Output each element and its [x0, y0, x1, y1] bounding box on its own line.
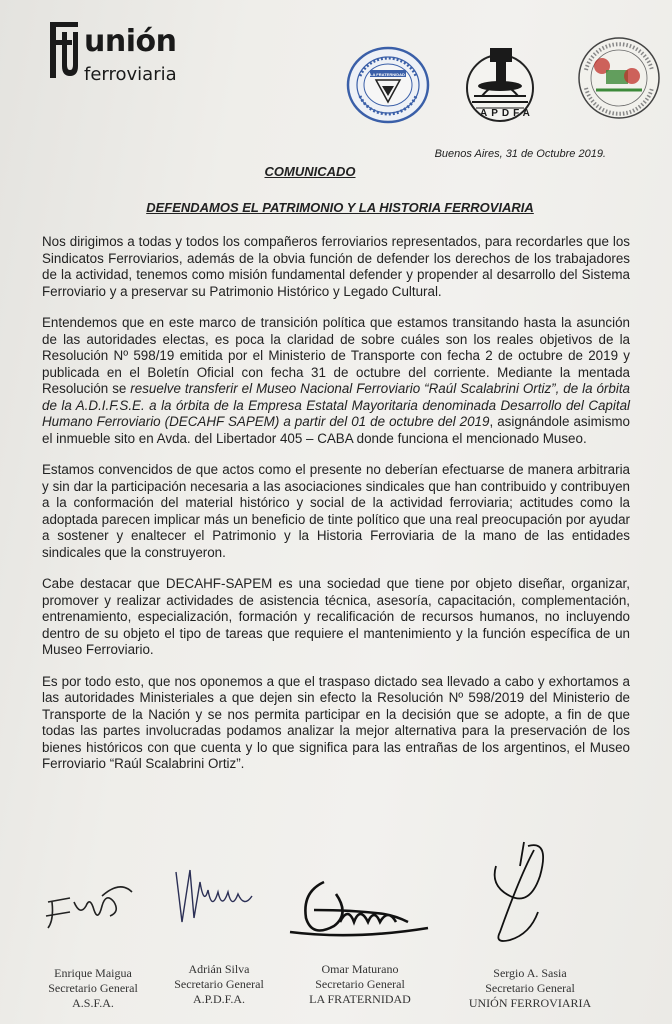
- paragraph-2: [42, 315, 630, 447]
- signatory-role: Secretario General: [48, 981, 138, 995]
- signatory-maturano: [285, 962, 435, 1007]
- signatory-org: UNIÓN FERROVIARIA: [468, 996, 592, 1010]
- signatory-name: Adrián Silva: [188, 962, 250, 976]
- apdfa-seal-label: APDFA: [480, 108, 534, 119]
- la-fraternidad-seal-icon: [346, 46, 430, 124]
- signatory-org: A.P.D.F.A.: [192, 992, 246, 1006]
- signatory-silva: [144, 962, 294, 1007]
- letter-body: [42, 234, 630, 788]
- signature-maigua-icon: [40, 872, 140, 942]
- letter-date: Buenos Aires, 31 de Octubre 2019.: [434, 148, 606, 160]
- signatory-name: Sergio A. Sasia: [493, 966, 567, 980]
- letterhead: [0, 0, 672, 140]
- paragraph-4: Cabe destacar que DECAHF-SAPEM es una sociedad que tiene por objeto diseñar, organizar, promover y realizar actividades de asistencia técnica, asesoría, capacitación, complementación, entrenamiento, especialización, formación y recalificación de recursos humanos, no incluyendo dentro de su objeto el tipo de tareas que requiere el mantenimiento y la función específica de un Museo Ferroviario.: [42, 576, 630, 657]
- document-title: COMUNICADO: [264, 164, 356, 179]
- logo-word-ferroviaria: ferroviaria: [84, 64, 177, 85]
- fraternidad-seal-label: LA FRATERNIDAD: [370, 72, 405, 77]
- document-subtitle: DEFENDAMOS EL PATRIMONIO Y LA HISTORIA FERROVIARIA: [146, 200, 534, 215]
- union-ferroviaria-mark-icon: [48, 18, 80, 82]
- signatory-role: Secretario General: [485, 981, 575, 995]
- paragraph-2-part-c: , asignándole asimismo el inmueble sito en Avda. del Libertador 405 – CABA donde funciona el mencionado Museo.: [42, 414, 630, 446]
- paragraph-1: Nos dirigimos a todas y todos los compañeros ferroviarios representados, para recordarles que los Sindicatos Ferroviarios, además de la obvia función de defender los derechos de los trabajadores de la actividad, tenemos como misión fundamental defender y propender al desarrollo del Sistema Ferroviario y a preservar su Patrimonio Histórico y Legado Cultural.: [42, 234, 630, 299]
- signatory-org: A.S.F.A.: [72, 996, 114, 1010]
- signatory-name: Omar Maturano: [321, 962, 399, 976]
- signatory-role: Secretario General: [174, 977, 264, 991]
- signature-sasia-icon: [480, 836, 560, 946]
- signatory-sasia: [455, 966, 605, 1011]
- paragraph-2-part-a: Entendemos que en este marco de transición política que estamos transitando hasta la asunción de las autoridades electas, es poca la claridad de sobre cuáles son los reales objetivos de la Resolución Nº 598/19 emitida por el Ministerio de Transporte con fecha 2 de octubre de 2019 y publicada en el Boletín Oficial con fecha 31 de octubre del corriente. Mediante la mentada Resolución se: [42, 315, 630, 396]
- logo-word-union: unión: [84, 24, 177, 59]
- signature-silva-icon: [166, 862, 266, 938]
- signature-maturano-icon: [284, 870, 434, 950]
- signatory-role: Secretario General: [315, 977, 405, 991]
- signatory-name: Enrique Maigua: [54, 966, 132, 980]
- paragraph-3: Estamos convencidos de que actos como el presente no deberían efectuarse de manera arbitraria y sin dar la participación necesaria a las asociaciones sindicales que han contribuido y contribuyen a la conformación del material histórico y social de la actividad ferroviaria; actitudes como la adoptada parecen implicar más un beneficio de tinte político que una real preocupación por ayudar a sostener y enaltecer el Patrimonio y la Historia Ferroviaria de la mano de las entidades sindicales que la construyeron.: [42, 462, 630, 560]
- asfa-seal-icon: [576, 30, 662, 126]
- paragraph-2-italic: resuelve transferir el Museo Nacional Ferroviario “Raúl Scalabrini Ortiz”, de la órbita de la A.D.I.F.S.E. a la órbita de la Empresa Estatal Mayoritaria denominada Desarrollo del Capital Humano Ferroviario (DECAHF SAPEM) a partir del 01 de octubre del 2019: [42, 381, 630, 429]
- signatory-org: LA FRATERNIDAD: [309, 992, 411, 1006]
- union-ferroviaria-logo: [48, 14, 208, 86]
- paragraph-5: Es por todo esto, que nos oponemos a que el traspaso dictado sea llevado a cabo y exhortamos a las autoridades Ministeriales a que dejen sin efecto la Resolución Nº 598/2019 del Ministerio de Transporte de la Nación y se nos permita participar en la decisión que se adopte, a fin de que todas las partes involucradas podamos analizar la mejor alternativa para la preservación de los bienes históricos con que cuenta y lo que significa para las entrañas de los argentinos, el Museo Ferroviario “Raúl Scalabrini Ortiz”.: [42, 673, 630, 771]
